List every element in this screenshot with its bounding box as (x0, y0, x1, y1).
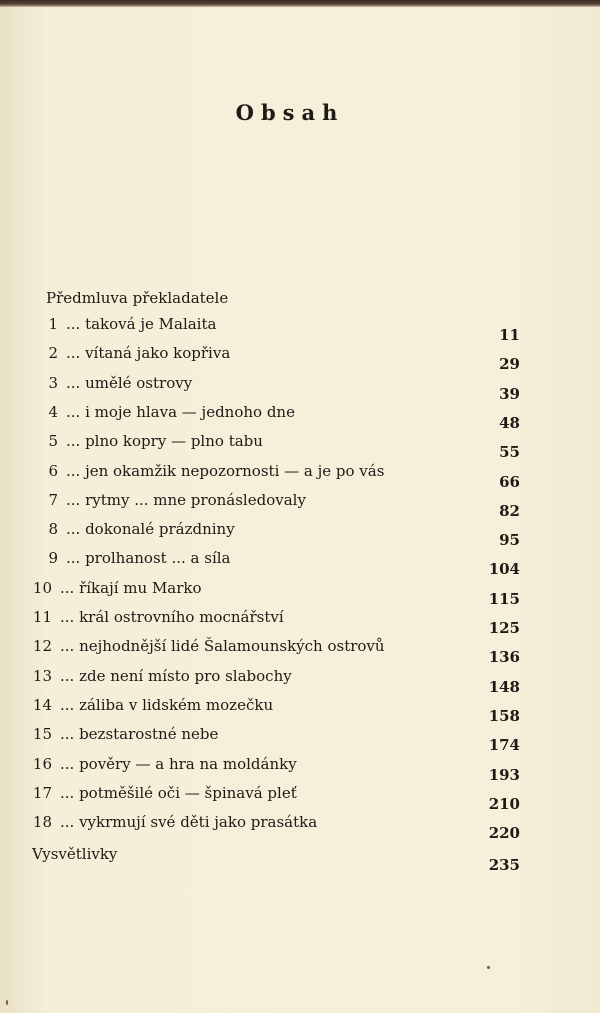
toc-entry-number: 3 (48, 374, 58, 392)
toc-entry (28, 608, 284, 626)
toc-entry-number: 7 (48, 491, 58, 509)
toc-entry (34, 374, 192, 392)
toc-entry-number: 14 (32, 696, 52, 714)
toc-entry-title: ... král ostrovního mocnářství (60, 608, 284, 626)
toc-entry-number: 18 (32, 813, 52, 831)
toc-entry-page: 66 (499, 473, 520, 491)
toc-entry-page: 82 (499, 502, 520, 520)
toc-glossary-page: 235 (488, 856, 520, 874)
toc-entry (34, 549, 230, 567)
toc-entry (34, 403, 295, 421)
toc-entry-number: 12 (32, 637, 52, 655)
toc-entry-number: 17 (32, 784, 52, 802)
toc-entry-title: ... taková je Malaita (66, 315, 217, 333)
toc-entry-number: 2 (48, 344, 58, 362)
toc-entry-page: 115 (488, 590, 520, 608)
toc-entry-page: 158 (488, 707, 520, 725)
toc-entry (28, 696, 273, 714)
toc-entry-number: 16 (32, 755, 52, 773)
toc-entry (34, 344, 230, 362)
toc-entry-page: 174 (488, 736, 520, 754)
toc-entry-title: ... vykrmují své děti jako prasátka (60, 813, 318, 831)
toc-entry (28, 755, 297, 773)
toc-entry-title: ... říkají mu Marko (60, 579, 202, 597)
toc-entry (28, 784, 297, 802)
toc-entry-page: 39 (499, 385, 520, 403)
toc-entry-page: 125 (488, 619, 520, 637)
toc-preface: Předmluva překladatele (46, 289, 229, 307)
toc-entry-number: 11 (32, 608, 52, 626)
toc-entry-page: 148 (488, 678, 520, 696)
toc-entry (28, 579, 202, 597)
toc-entry-title: ... prolhanost ... a síla (66, 549, 231, 567)
toc-entry-number: 15 (32, 725, 52, 743)
toc-entry (34, 432, 263, 450)
toc-entry (34, 520, 235, 538)
toc-entry-page: 136 (488, 648, 520, 666)
toc-entry-page: 193 (488, 766, 520, 784)
toc-entry-title: ... dokonalé prázdniny (66, 520, 235, 538)
toc-entry-title: ... zde není místo pro slabochy (60, 667, 292, 685)
toc-entry-title: ... nejhodnější lidé Šalamounských ostrovů (60, 637, 385, 655)
toc-entry-number: 10 (32, 579, 52, 597)
toc-entry-page: 104 (488, 560, 520, 578)
toc-entry-title: ... i moje hlava — jednoho dne (66, 403, 295, 421)
toc-glossary-title: Vysvětlivky (32, 845, 118, 863)
toc-entry-title: ... umělé ostrovy (66, 374, 193, 392)
paper-speck (6, 1000, 8, 1005)
toc-entry (28, 667, 292, 685)
toc-entry-title: ... bezstarostné nebe (60, 725, 219, 743)
toc-entry-page: 220 (488, 824, 520, 842)
toc-entry-title: ... potměšilé oči — špinavá pleť (60, 784, 297, 802)
toc-entry (34, 491, 306, 509)
toc-entry-page: 11 (499, 326, 520, 344)
toc-entry-number: 8 (48, 520, 58, 538)
toc-entry-title: ... pověry — a hra na moldánky (60, 755, 297, 773)
toc-entry-number: 1 (48, 315, 58, 333)
toc-entry-number: 6 (48, 462, 58, 480)
toc-entry (28, 813, 317, 831)
toc-entry-title: ... rytmy ... mne pronásledovaly (66, 491, 306, 509)
toc-entry-page: 55 (499, 443, 520, 461)
toc-entry (28, 725, 218, 743)
toc-entry-title: ... vítaná jako kopřiva (66, 344, 231, 362)
paper-speck (487, 966, 490, 969)
toc-entry-number: 9 (48, 549, 58, 567)
toc-entry-title: ... plno kopry — plno tabu (66, 432, 263, 450)
toc-entry (34, 315, 216, 333)
toc-entry-title: ... záliba v lidském mozečku (60, 696, 274, 714)
toc-entry-page: 210 (488, 795, 520, 813)
toc-entry-page: 95 (499, 531, 520, 549)
toc-entry-title: ... jen okamžik nepozornosti — a je po vás (66, 462, 385, 480)
toc-entry-page: 48 (499, 414, 520, 432)
page-title: Obsah (235, 100, 345, 125)
toc-entry-number: 13 (32, 667, 52, 685)
toc-entry-number: 4 (48, 403, 58, 421)
toc-entry (34, 462, 384, 480)
toc-entry (28, 637, 385, 655)
toc-entry-page: 29 (499, 355, 520, 373)
toc-entry-number: 5 (48, 432, 58, 450)
